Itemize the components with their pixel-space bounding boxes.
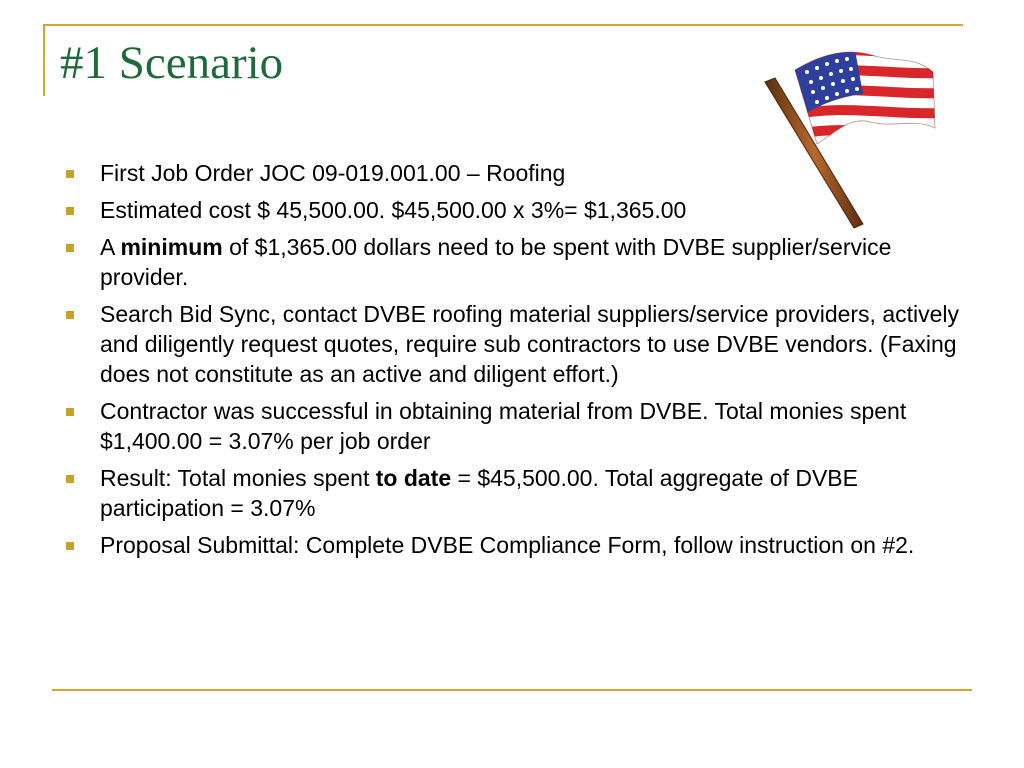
bullet-text-part: A xyxy=(100,234,121,260)
bullet-marker-icon xyxy=(66,207,74,215)
bullet-item xyxy=(66,158,976,188)
bullet-marker-icon xyxy=(66,311,74,319)
bullet-item xyxy=(66,195,976,225)
bullet-text xyxy=(100,301,959,387)
bullet-marker-icon xyxy=(66,542,74,550)
bullet-text-part: Search Bid Sync, contact DVBE roofing material suppliers/service providers, actively and diligently request quotes, require sub contractors to use DVBE vendors. (Faxing does not constitute as an active and diligent effort.) xyxy=(100,301,960,387)
bullet-text-part: Proposal Submittal: Complete DVBE Compliance Form, follow instruction on #2. xyxy=(100,532,915,558)
frame-bottom-rule xyxy=(52,689,972,691)
bullet-text xyxy=(100,398,906,454)
bullet-text-part: Result: Total monies spent xyxy=(100,465,376,491)
bullet-emphasis: to date xyxy=(375,465,452,491)
bullet-text-part: of $1,365.00 dollars need to be spent with DVBE supplier/service provider. xyxy=(100,234,892,290)
bullet-item xyxy=(66,463,976,523)
bullet-text xyxy=(100,234,891,290)
bullet-text-part: Estimated cost $ 45,500.00. $45,500.00 x 3%= $1,365.00 xyxy=(100,197,687,223)
frame-left-rule xyxy=(43,24,45,96)
bullet-marker-icon xyxy=(66,475,74,483)
bullet-item xyxy=(66,530,976,560)
bullet-list xyxy=(66,158,976,567)
bullet-emphasis: minimum xyxy=(120,234,223,260)
frame-top-rule xyxy=(43,24,963,26)
bullet-item xyxy=(66,232,976,292)
bullet-item xyxy=(66,299,976,389)
slide-title: #1 Scenario xyxy=(60,37,284,89)
bullet-text xyxy=(100,160,565,186)
bullet-text xyxy=(100,532,914,558)
bullet-text-part: Contractor was successful in obtaining material from DVBE. Total monies spent $1,400.00 = 3.07% per job order xyxy=(100,398,907,454)
bullet-marker-icon xyxy=(66,408,74,416)
bullet-text xyxy=(100,465,858,521)
bullet-text-part: First Job Order JOC 09-019.001.00 – Roofing xyxy=(100,160,566,186)
bullet-text xyxy=(100,197,686,223)
bullet-item xyxy=(66,396,976,456)
bullet-marker-icon xyxy=(66,244,74,252)
bullet-marker-icon xyxy=(66,170,74,178)
bullet-text-part: = $45,500.00. Total aggregate of DVBE participation = 3.07% xyxy=(100,465,858,521)
